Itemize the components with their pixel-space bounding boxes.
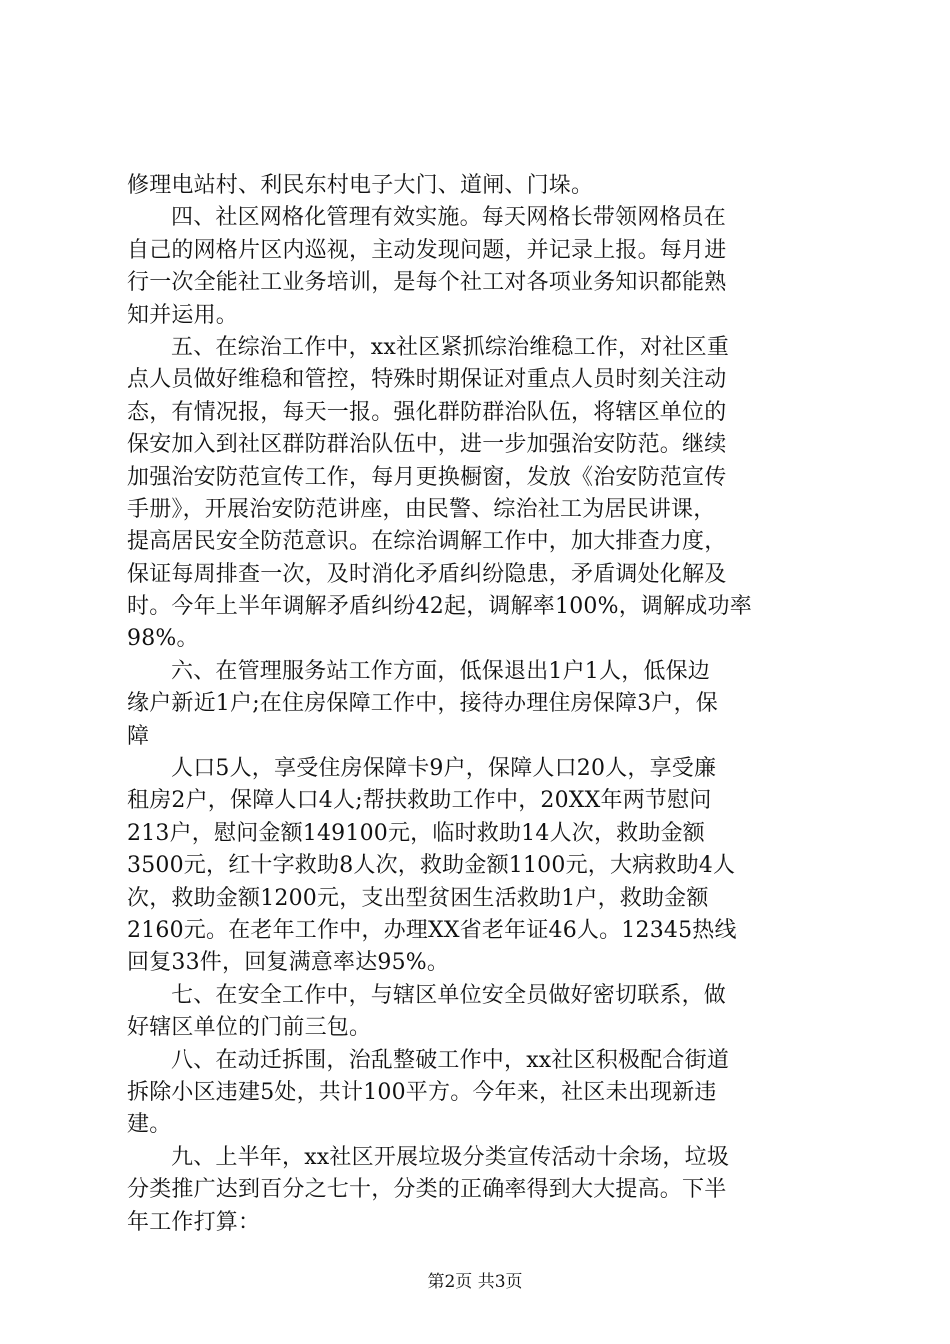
text-line: 好辖区单位的门前三包。 xyxy=(127,1015,372,1041)
text-line: 2160元。在老年工作中，办理XX省老年证46人。12345热线 xyxy=(127,917,737,943)
page-number-footer: 第2页 共3页 xyxy=(427,1272,523,1292)
text-line: 213户，慰问金额149100元，临时救助14人次，救助金额 xyxy=(127,820,705,846)
text-line: 人口5人，享受住房保障卡9户，保障人口20人，享受廉 xyxy=(171,756,717,782)
text-line: 时。今年上半年调解矛盾纠纷42起，调解率100%，调解成功率 xyxy=(127,594,752,620)
text-line: 年工作打算： xyxy=(127,1209,261,1235)
text-line: 提高居民安全防范意识。在综治调解工作中，加大排查力度， xyxy=(127,529,727,555)
text-line: 行一次全能社工业务培训，是每个社工对各项业务知识都能熟 xyxy=(127,270,727,296)
text-line: 九、上半年，xx社区开展垃圾分类宣传活动十余场，垃圾 xyxy=(171,1144,730,1170)
text-line: 八、在动迁拆围，治乱整破工作中，xx社区积极配合街道 xyxy=(171,1047,730,1073)
text-line: 六、在管理服务站工作方面，低保退出1户1人，低保边 xyxy=(171,658,710,684)
text-line: 手册》，开展治安防范讲座，由民警、综治社工为居民讲课， xyxy=(127,496,716,522)
text-line: 98%。 xyxy=(127,626,199,652)
text-line: 点人员做好维稳和管控，特殊时期保证对重点人员时刻关注动 xyxy=(127,367,727,393)
text-line: 加强治安防范宣传工作，每月更换橱窗，发放《治安防范宣传 xyxy=(127,464,727,490)
text-line: 保安加入到社区群防群治队伍中，进一步加强治安防范。继续 xyxy=(127,432,727,458)
text-line: 保证每周排查一次，及时消化矛盾纠纷隐患，矛盾调处化解及 xyxy=(127,561,727,587)
text-line: 分类推广达到百分之七十，分类的正确率得到大大提高。下半 xyxy=(127,1177,727,1203)
text-line: 建。 xyxy=(127,1112,172,1138)
text-line: 租房2户，保障人口4人;帮扶救助工作中，20XX年两节慰问 xyxy=(127,788,712,814)
text-line: 次，救助金额1200元，支出型贫困生活救助1户，救助金额 xyxy=(127,885,709,911)
text-line: 修理电站村、利民东村电子大门、道闸、门垛。 xyxy=(127,173,594,198)
text-line: 七、在安全工作中，与辖区单位安全员做好密切联系，做 xyxy=(171,982,727,1008)
text-line: 3500元，红十字救助8人次，救助金额1100元，大病救助4人 xyxy=(127,853,736,879)
text-line: 五、在综治工作中，xx社区紧抓综治维稳工作，对社区重 xyxy=(171,334,730,360)
text-line: 知并运用。 xyxy=(127,302,239,328)
text-line: 回复33件，回复满意率达95%。 xyxy=(127,950,450,976)
document-body xyxy=(127,170,833,1239)
text-line: 缘户新近1户;在住房保障工作中，接待办理住房保障3户，保 xyxy=(127,691,719,717)
text-line: 障 xyxy=(127,723,150,749)
text-line: 四、社区网格化管理有效实施。每天网格长带领网格员在 xyxy=(171,205,727,231)
text-line: 自己的网格片区内巡视，主动发现问题，并记录上报。每月进 xyxy=(127,237,727,263)
text-line: 拆除小区违建5处，共计100平方。今年来，社区未出现新违 xyxy=(127,1079,717,1105)
text-line: 态，有情况报，每天一报。强化群防群治队伍，将辖区单位的 xyxy=(127,399,727,425)
